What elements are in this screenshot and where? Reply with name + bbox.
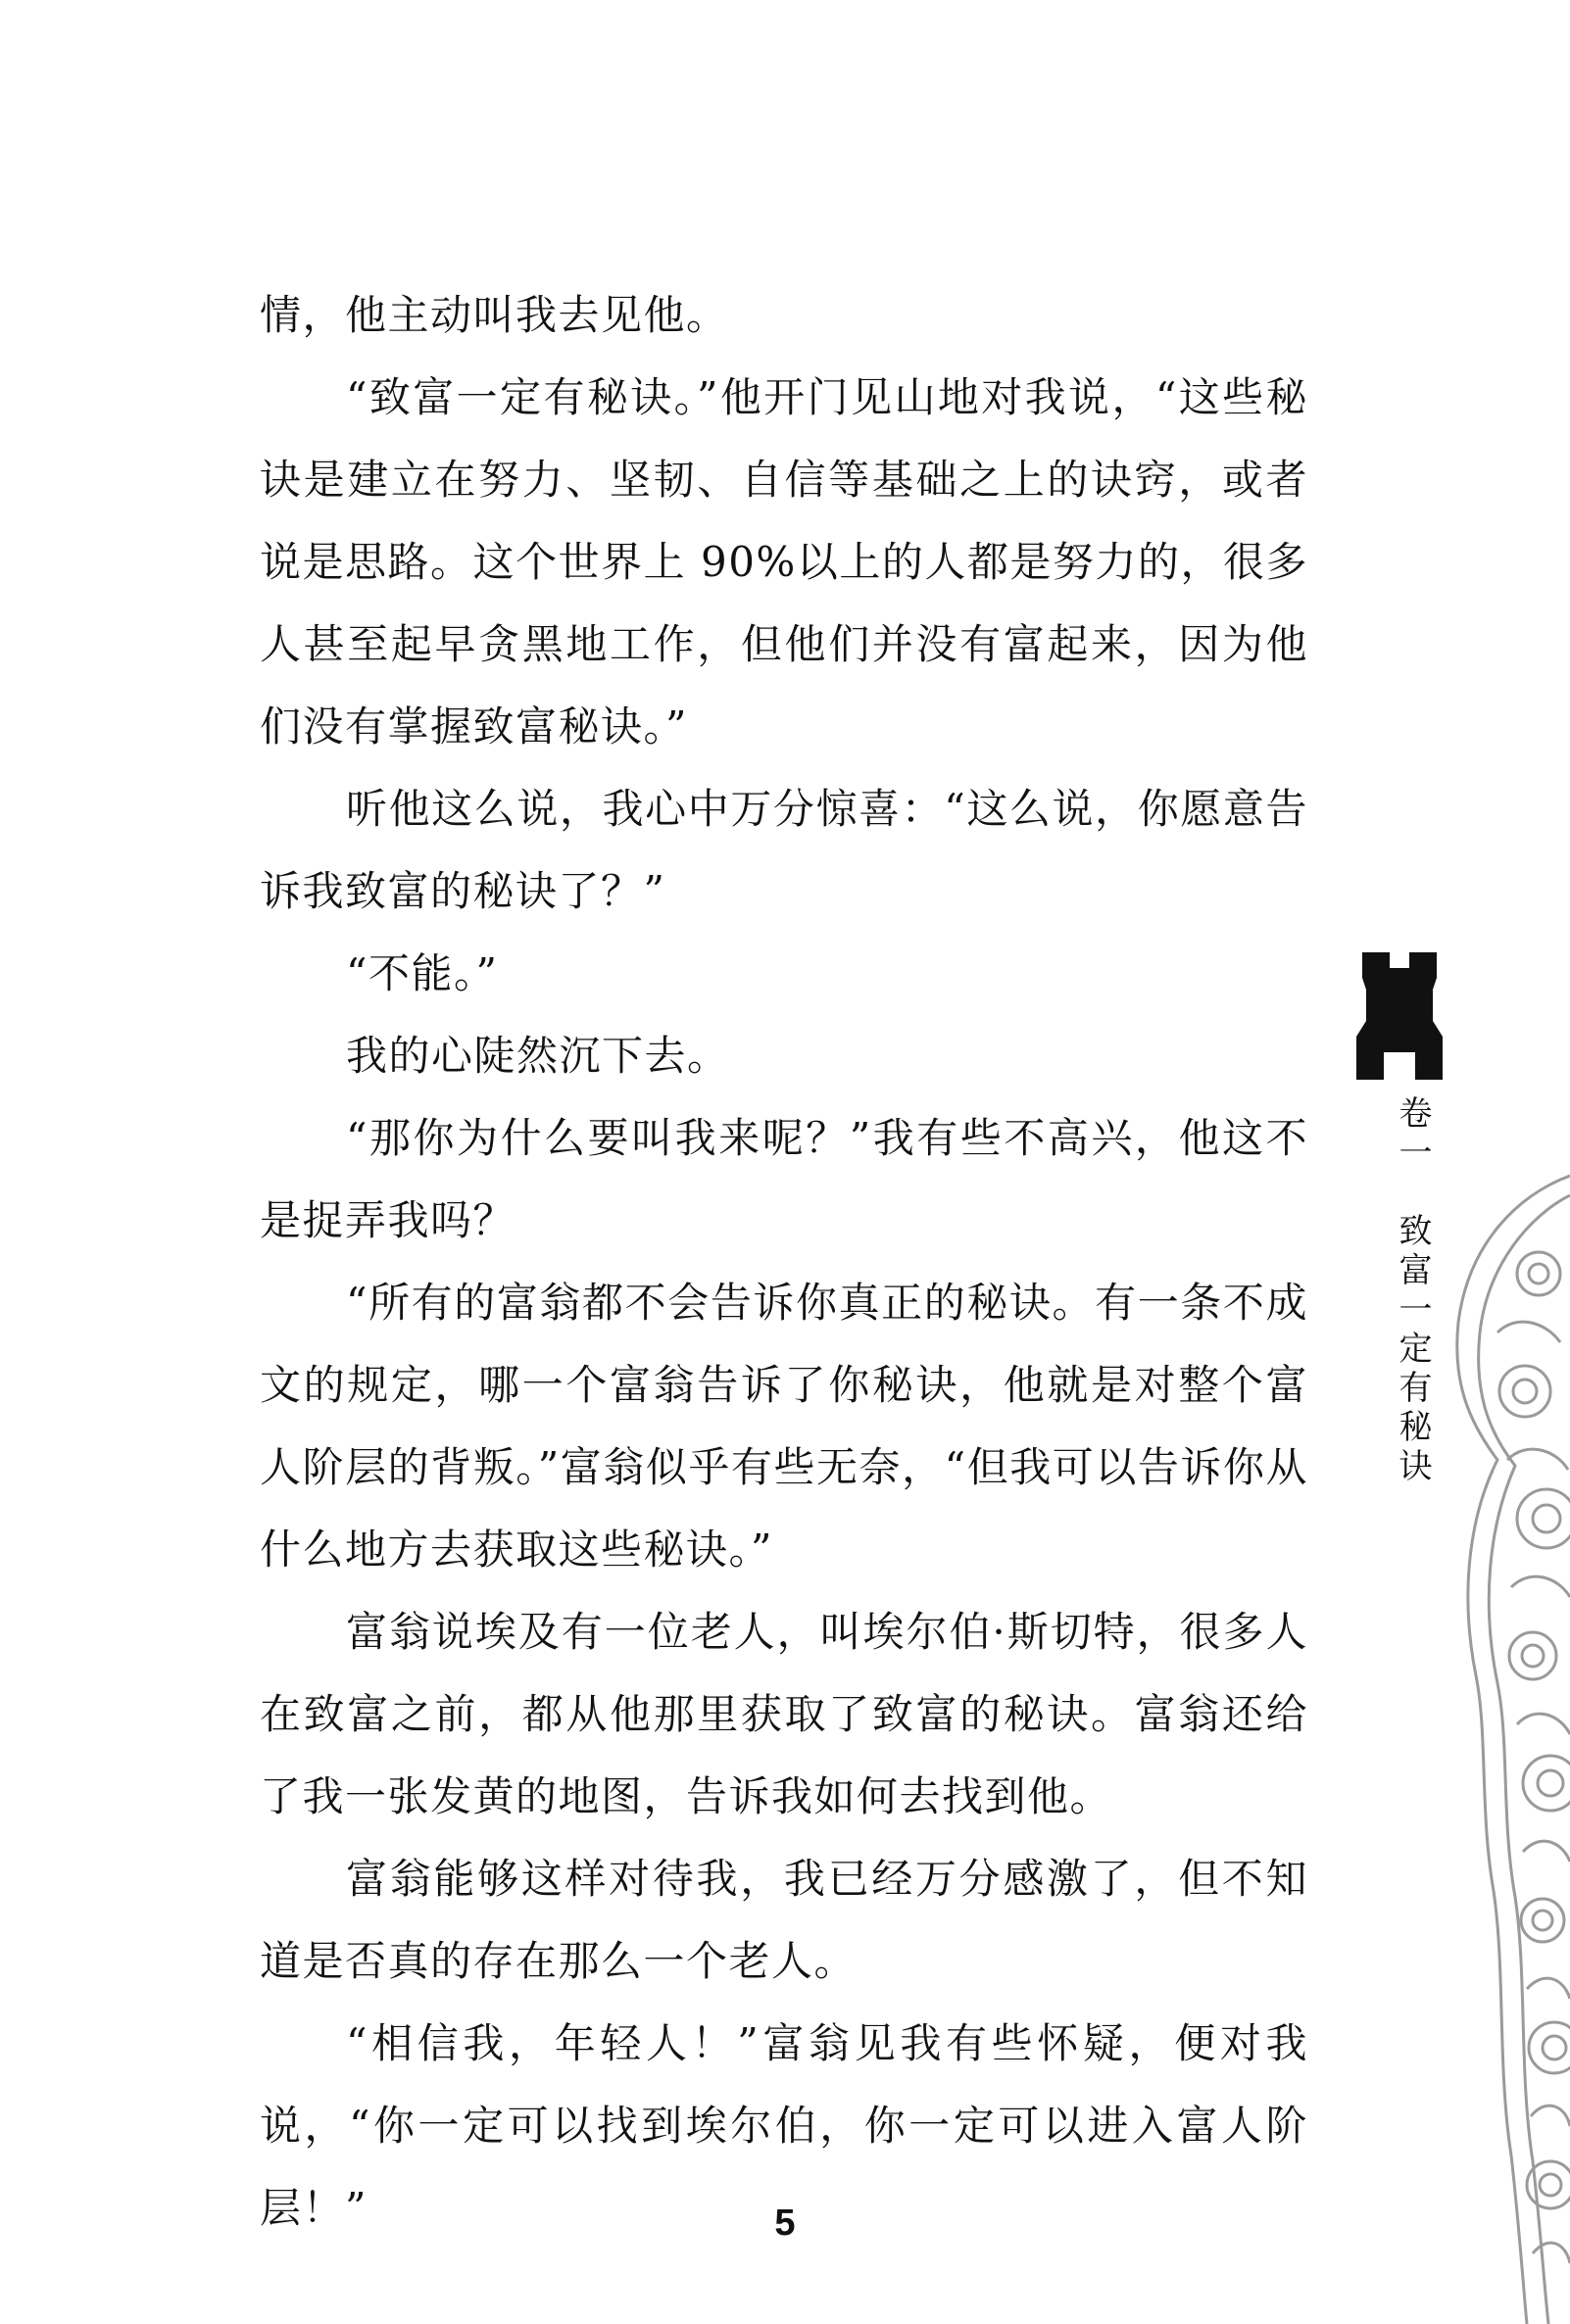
running-head-volume: 卷一 bbox=[1393, 1095, 1432, 1174]
paragraph-7: “所有的富翁都不会告诉你真正的秘诀。有一条不成文的规定，哪一个富翁告诉了你秘诀，他就是对整个富人阶层的背叛。”富翁似乎有些无奈，“但我可以告诉你从什么地方去获取这些秘诀。” bbox=[260, 1279, 1308, 1574]
paragraph-10: “相信我，年轻人！”富翁见我有些怀疑，便对我说，“你一定可以找到埃尔伯，你一定可以进入富人阶层！” bbox=[260, 2019, 1308, 2232]
paragraph-8: 富翁说埃及有一位老人，叫埃尔伯·斯切特，很多人在致富之前，都从他那里获取了致富的秘诀。富翁还给了我一张发黄的地图，告诉我如何去找到他。 bbox=[260, 1608, 1308, 1820]
paragraph-6: “那你为什么要叫我来呢？”我有些不高兴，他这不是捉弄我吗？ bbox=[260, 1114, 1308, 1244]
ancient-coin-icon bbox=[1356, 952, 1443, 1080]
paragraph-3: 听他这么说，我心中万分惊喜：“这么说，你愿意告诉我致富的秘诀了？” bbox=[260, 785, 1308, 915]
main-text bbox=[260, 274, 1308, 2250]
paragraph-5: 我的心陡然沉下去。 bbox=[346, 1032, 730, 1080]
page-number: 5 bbox=[774, 2203, 796, 2244]
paragraph-2: “致富一定有秘诀。”他开门见山地对我说，“这些秘诀是建立在努力、坚韧、自信等基础之上的诀窍，或者说是思路。这个世界上 90%以上的人都是努力的，很多人甚至起早贪黑地工作，但他们并没有富起来，因为他们没有掌握致富秘诀。” bbox=[260, 373, 1308, 750]
paragraph-4: “不能。” bbox=[346, 949, 499, 997]
floral-border-icon bbox=[1457, 1176, 1570, 2324]
paragraph-1: 情，他主动叫我去见他。 bbox=[260, 291, 729, 339]
paragraph-9: 富翁能够这样对待我，我已经万分感激了，但不知道是否真的存在那么一个老人。 bbox=[260, 1855, 1308, 1985]
running-head-chapter: 致富一定有秘诀 bbox=[1393, 1213, 1432, 1487]
chapter-spine-tab bbox=[1350, 950, 1570, 2324]
